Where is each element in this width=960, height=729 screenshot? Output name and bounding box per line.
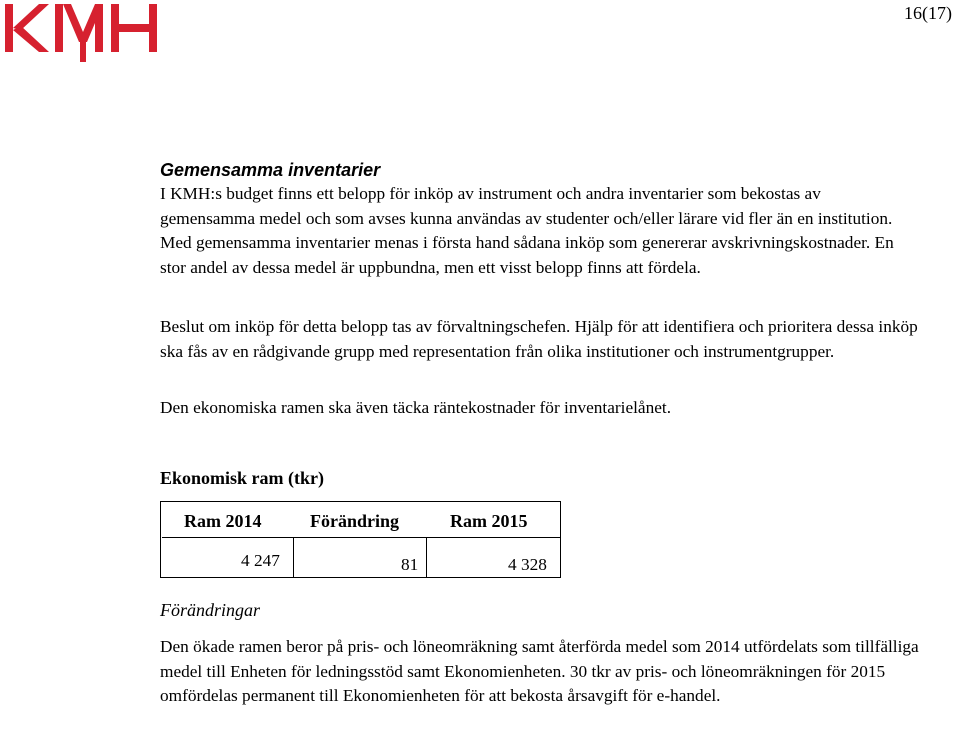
table-header-ram-2014: Ram 2014 (184, 511, 262, 531)
table-cell-forandring: 81 (401, 555, 419, 574)
paragraph-budget: I KMH:s budget finns ett belopp för inköp av instrument och andra inventarier som bekostas av gemensamma medel och som avses kunna användas av studenter och/eller lärare vid fler än en institution. Med gemensamma inventarier menas i första hand sådana inköp som genererar avskrivningskostnader. En stor andel av dessa medel är uppbundna, men ett visst belopp finns att fördela. (160, 184, 894, 277)
table-header-forandring: Förändring (310, 511, 400, 531)
paragraph-beslut: Beslut om inköp för detta belopp tas av förvaltningschefen. Hjälp för att identifiera och prioritera dessa inköp ska fås av en rådgivande grupp med representation från olika institutioner och instrumentgrupper. (160, 317, 918, 361)
table-cell-ram-2014: 4 247 (241, 551, 280, 570)
kmh-logo (3, 2, 163, 62)
table-cell-ram-2015: 4 328 (508, 555, 547, 574)
section-heading-ekonomisk-ram: Ekonomisk ram (tkr) (160, 468, 325, 488)
section-heading-forandringar: Förändringar (160, 600, 261, 620)
budget-table (160, 501, 561, 578)
paragraph-ekonomiska-ramen: Den ekonomiska ramen ska även täcka räntekostnader för inventarielånet. (160, 398, 672, 417)
table-divider (162, 537, 560, 538)
table-header-ram-2015: Ram 2015 (450, 511, 528, 531)
page-number: 16(17) (904, 3, 952, 23)
paragraph-forandringar: Den ökade ramen beror på pris- och löneomräkning samt återförda medel som 2014 utfördelats som tillfälliga medel till Enheten för ledningsstöd samt Ekonomienheten. 30 tkr av pris- och löneomräkningen för 2015 omfördelas permanent till Ekonomienheten för att bekosta årsavgift för e-handel. (160, 637, 919, 706)
section-heading-gemensamma-inventarier: Gemensamma inventarier (160, 160, 381, 180)
table-column-divider (293, 537, 294, 577)
table-column-divider (426, 537, 427, 577)
